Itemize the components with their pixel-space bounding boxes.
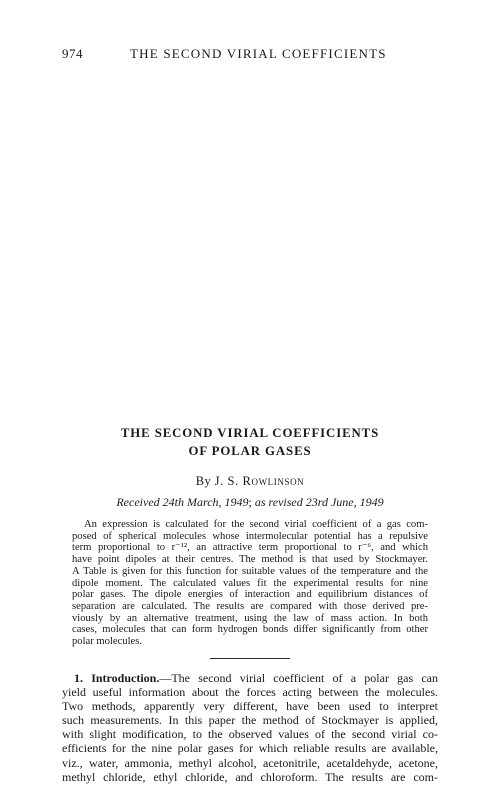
body-line: yield useful information about the forces acting between the molecules. xyxy=(62,685,438,700)
author-name: J. S. Rowlinson xyxy=(214,474,305,488)
body-line: with slight modification, to the observed values of the second virial co- xyxy=(62,727,438,742)
received-line xyxy=(0,495,500,510)
abstract-line: A Table is given for this function for suitable values of the temperature and the xyxy=(72,565,428,577)
body-line: methyl chloride, ethyl chloride, and chloroform. The results are com- xyxy=(62,769,438,784)
page-number: 974 xyxy=(62,46,83,61)
received-date: Received 24th March, 1949 xyxy=(116,495,249,509)
section-divider xyxy=(210,658,290,659)
abstract-line: dipole moment. The calculated values fit the experimental results for nine xyxy=(72,577,428,589)
section-heading: 1. Introduction. xyxy=(74,671,160,685)
abstract-line: polar gases. The dipole energies of interaction and equilibrium distances of xyxy=(72,589,428,601)
author-line xyxy=(0,474,500,489)
author-prefix: By xyxy=(195,474,212,488)
title-line-1: THE SECOND VIRIAL COEFFICIENTS xyxy=(120,426,380,440)
body-line: Two methods, apparently very different, have been used to interpret xyxy=(62,699,438,714)
abstract-line: viously by an alternative treatment, using the law of mass action. In both xyxy=(72,612,428,624)
abstract-line: An expression is calculated for the second virial coefficient of a gas com- xyxy=(84,519,428,530)
introduction-section xyxy=(62,671,438,784)
body-line: such measurements. In this paper the method of Stockmayer is applied, xyxy=(62,713,438,728)
running-title: THE SECOND VIRIAL COEFFICIENTS xyxy=(130,46,387,61)
section-first-line: —The second virial coefficient of a polar gas can xyxy=(159,671,438,685)
article-title xyxy=(0,424,500,460)
body-line: viz., water, ammonia, methyl alcohol, acetonitrile, acetaldehyde, acetone, xyxy=(62,755,438,770)
body-line: efficients for the nine polar gases for which reliable results are available, xyxy=(62,741,438,756)
body-line xyxy=(62,671,438,685)
revised-date: as revised 23rd June, 1949 xyxy=(254,495,384,509)
abstract-line: polar molecules. xyxy=(72,636,143,648)
abstract xyxy=(72,519,428,648)
abstract-line: term proportional to r⁻¹², an attractive term proportional to r⁻⁶, and which xyxy=(72,542,428,554)
abstract-line: posed of spherical molecules whose intermolecular potential has a repulsive xyxy=(72,530,428,542)
received-separator: ; xyxy=(248,495,252,509)
abstract-line: cases, molecules that can form hydrogen bonds differ significantly from other xyxy=(72,624,428,636)
abstract-line: have point dipoles at their centres. The method is that used by Stockmayer. xyxy=(72,554,428,566)
abstract-line: separation are calculated. The results are compared with those derived pre- xyxy=(72,600,428,612)
title-line-2: OF POLAR GASES xyxy=(188,444,312,458)
